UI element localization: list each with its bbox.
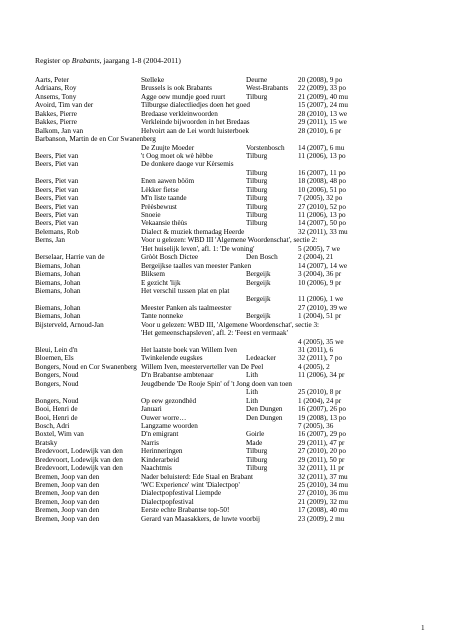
- entry-title: De Zuujte Moeder: [141, 143, 195, 152]
- entry-reference: 1 (2004), 51 pr: [298, 312, 342, 321]
- register-entry: [35, 152, 440, 160]
- register-entry: [35, 110, 440, 118]
- entry-title: Stelleke: [141, 76, 165, 84]
- entry-author: Bloemen, Els: [35, 354, 74, 363]
- register-entry: [35, 279, 440, 287]
- register-entry: [35, 439, 440, 447]
- register-entry: [35, 456, 440, 464]
- entry-author: Bremen, Joop van den: [35, 514, 100, 523]
- entry-place: Lith: [246, 396, 258, 405]
- entry-reference: 3 (2004), 36 pr: [298, 270, 342, 279]
- register-entry: [35, 405, 440, 413]
- entry-reference: 28 (2010), 6 pr: [298, 126, 342, 135]
- register-entry: [35, 363, 440, 371]
- entry-title: Dialectpopfestival Liempde: [141, 489, 222, 498]
- register-entry: [35, 236, 440, 244]
- entry-title: Gròòt Bosch Dictee: [141, 253, 199, 262]
- entry-author: Barbanson, Martin de en Cor Swanenberg: [35, 135, 156, 144]
- entry-title: Eerste echte Brabantse top-50!: [141, 506, 230, 515]
- entry-reference: 11 (2006), 34 pr: [298, 371, 345, 380]
- entry-title: Snoeie: [141, 211, 161, 219]
- entry-author: Bremen, Joop van den: [35, 472, 100, 481]
- entry-author: Beers, Piet van: [35, 177, 79, 186]
- register-entry: [35, 515, 440, 523]
- entry-reference: 10 (2006), 9 pr: [298, 278, 342, 287]
- entry-reference: 2 (2004), 21: [298, 253, 334, 262]
- entry-title: Dialectpopfestival: [141, 497, 194, 506]
- register-entry: [35, 464, 440, 472]
- register-entry: [35, 160, 440, 168]
- register-entry: [35, 388, 440, 396]
- entry-title: Verkleinde bijwoorden in het Bredaas: [141, 118, 250, 127]
- entry-reference: 16 (2007), 11 po: [298, 168, 346, 177]
- entry-title: Tilburgse dialectliedjes doen het goed: [141, 101, 250, 110]
- register-entry: [35, 211, 440, 219]
- entry-reference: 32 (2011), 11 pr: [298, 464, 345, 473]
- entry-reference: 15 (2007), 24 mu: [298, 101, 348, 110]
- entry-place: Tilburg: [246, 151, 268, 160]
- entry-title: Nader beluisterd: Ede Staal en Brabant: [141, 472, 253, 481]
- entry-title: Ouwer worre…: [141, 413, 187, 422]
- entry-reference: 20 (2008), 9 po: [298, 76, 343, 84]
- register-entry: [35, 228, 440, 236]
- entry-place: Goirle: [246, 430, 265, 439]
- register-entry: [35, 245, 440, 253]
- entry-place: Deurne: [246, 76, 268, 84]
- entry-reference: 1 (2004), 24 pr: [298, 396, 342, 405]
- entry-author: Bongers, Noud: [35, 371, 79, 380]
- entry-reference: 27 (2010), 36 mu: [298, 489, 348, 498]
- entry-place: West-Brabants: [246, 84, 289, 93]
- entry-place: Tilburg: [246, 202, 268, 211]
- entry-author: Bosch, Adri: [35, 421, 70, 430]
- register-entry: [35, 186, 440, 194]
- entry-author: Bleui, Lein d'n: [35, 346, 78, 354]
- entry-title: Langzame woorden: [141, 421, 198, 430]
- entry-author: Bakkes, Pierre: [35, 118, 77, 127]
- entry-author: Beers, Piet van: [35, 211, 79, 219]
- entry-reference: 14 (2007), 50 po: [298, 219, 346, 228]
- register-entry: [35, 253, 440, 261]
- register-entry: [35, 338, 440, 346]
- entry-reference: 29 (2011), 47 pr: [298, 438, 345, 447]
- entry-title: Bliksem: [141, 270, 165, 279]
- register-entry: [35, 481, 440, 489]
- entry-title: Gerard van Maasakkers, de luwte voorbij: [141, 514, 260, 523]
- entry-reference: 25 (2010), 34 mu: [298, 481, 348, 489]
- entry-place: Tilburg: [246, 211, 268, 219]
- entry-author: Beers, Piet van: [35, 151, 79, 160]
- entry-reference: 4 (2005), 2: [298, 362, 330, 371]
- entry-author: Bongers, Noud en Cor Swanenberg: [35, 362, 137, 371]
- entry-place: Tilburg: [246, 447, 268, 456]
- entry-title: Voor u gelezen: WBD III 'Algemene Woordenschat', sectie 2:: [141, 236, 318, 245]
- entry-reference: 22 (2009), 33 po: [298, 84, 346, 93]
- entry-author: Beers, Piet van: [35, 185, 79, 194]
- entry-title: 't Oog moet ok wè hèbbe: [141, 151, 213, 160]
- entry-reference: 27 (2010), 52 po: [298, 202, 346, 211]
- entry-author: Bongers, Noud: [35, 396, 79, 405]
- register-entry: [35, 380, 440, 388]
- entry-reference: 14 (2007), 14 we: [298, 261, 348, 270]
- entry-reference: 7 (2005), 32 po: [298, 194, 343, 203]
- entry-author: Belemans, Rob: [35, 227, 79, 236]
- entry-author: Bongers, Noud: [35, 379, 79, 388]
- entry-reference: 27 (2010), 39 we: [298, 303, 348, 312]
- entry-author: Bremen, Joop van den: [35, 497, 100, 506]
- entry-title: Jeugdbende 'De Rooje Spin' of 't Jong doen van toen: [141, 379, 293, 388]
- entry-title: 'Het gemeenschapsleven', afl. 2: 'Feest en vermaak': [141, 329, 288, 338]
- register-entry: [35, 498, 440, 506]
- register-entry: [35, 354, 440, 362]
- entry-author: Beers, Piet van: [35, 160, 79, 169]
- register-entry: [35, 169, 440, 177]
- title-prefix: Register op: [35, 56, 72, 65]
- entry-author: Biemans, Johan: [35, 270, 81, 279]
- register-entry: [35, 93, 440, 101]
- register-entry: [35, 371, 440, 379]
- entry-title: Brussels is ook Brabants: [141, 84, 212, 93]
- register-entry: [35, 312, 440, 320]
- entry-title: Vekaansie thèùs: [141, 219, 188, 228]
- page-number: 1: [421, 624, 425, 632]
- entry-place: Den Dungen: [246, 413, 283, 422]
- register-entry: [35, 219, 440, 227]
- entry-author: Adriaans, Roy: [35, 84, 77, 93]
- register-entry: [35, 194, 440, 202]
- entry-author: Beers, Piet van: [35, 202, 79, 211]
- entry-author: Aarts, Peter: [35, 76, 69, 84]
- entry-place: Tilburg: [246, 168, 268, 177]
- entry-reference: 5 (2005), 7 we: [298, 244, 340, 253]
- entry-author: Beers, Piet van: [35, 194, 79, 203]
- entry-title: 'Het huiselijk leven', afl. 1: 'De woning': [141, 244, 255, 253]
- register-entry: [35, 144, 440, 152]
- entry-reference: 4 (2005), 35 we: [298, 337, 344, 346]
- entry-place: Made: [246, 438, 263, 447]
- entry-title: Dialect & muziek themadag Heerde: [141, 227, 245, 236]
- entry-place: Bergeijk: [246, 312, 271, 321]
- entry-author: Avoird, Tim van der: [35, 101, 94, 110]
- entry-title: Het laatste boek van Willem Iven: [141, 346, 237, 354]
- entry-title: Twinkelende eugskes: [141, 354, 203, 363]
- register-entry: [35, 304, 440, 312]
- entry-reference: 32 (2011), 33 mu: [298, 227, 348, 236]
- register-entry: [35, 203, 440, 211]
- entry-title: Het verschil tussen plat en plat: [141, 286, 230, 295]
- entry-reference: 31 (2011), 6: [298, 346, 334, 354]
- entry-reference: 14 (2007), 6 mu: [298, 143, 345, 152]
- register-entry: [35, 346, 440, 354]
- register-entry: [35, 329, 440, 337]
- entry-author: Bakkes, Pierre: [35, 109, 77, 118]
- register-entry: [35, 262, 440, 270]
- entry-place: Den Bosch: [246, 253, 278, 262]
- entry-title: De donkere daoge vur Kèrsemis: [141, 160, 234, 169]
- entry-title: E gezicht 'lijk: [141, 278, 181, 287]
- entry-place: Lith: [246, 371, 258, 380]
- entry-title: Narris: [141, 438, 159, 447]
- entry-reference: 16 (2007), 29 po: [298, 430, 346, 439]
- entry-title: Op eew gezondhèd: [141, 396, 197, 405]
- entry-reference: 29 (2011), 50 pr: [298, 455, 345, 464]
- entry-author: Bijsterveld, Arnoud-Jan: [35, 320, 104, 329]
- entry-title: 'WC Experience' wint 'Dialectpop': [141, 481, 240, 489]
- register-entry: [35, 177, 440, 185]
- entry-title: Tante nonneke: [141, 312, 184, 321]
- entry-title: M'n liste taande: [141, 194, 187, 203]
- entry-author: Balkom, Jan van: [35, 126, 84, 135]
- register-entry: [35, 506, 440, 514]
- entry-author: Berselaar, Harrie van de: [35, 253, 105, 262]
- entry-place: Lith: [246, 388, 258, 397]
- journal-name: Brabants: [71, 56, 100, 65]
- entry-reference: 25 (2010), 8 pr: [298, 388, 342, 397]
- entry-place: Tilburg: [246, 92, 268, 101]
- register-entry: [35, 447, 440, 455]
- register-entry: [35, 287, 440, 295]
- entry-author: Biemans, Johan: [35, 286, 81, 295]
- entry-reference: 11 (2006), 13 po: [298, 211, 346, 219]
- entry-title: Helvoirt aan de Lei wordt luisterboek: [141, 126, 249, 135]
- entry-title: Agge oew mundje goed ruurt: [141, 92, 226, 101]
- entry-author: Bredevoort, Lodewijk van den: [35, 447, 123, 456]
- entry-place: Bergeijk: [246, 295, 271, 304]
- register-entry: [35, 270, 440, 278]
- entry-place: Tilburg: [246, 177, 268, 186]
- entry-title: Meester Panken als taalmeester: [141, 303, 232, 312]
- entry-reference: 17 (2008), 40 mu: [298, 506, 348, 515]
- entry-place: Tilburg: [246, 455, 268, 464]
- register-entry: [35, 397, 440, 405]
- entry-author: Ansems, Tony: [35, 92, 77, 101]
- entry-title: D'n emigrant: [141, 430, 179, 439]
- entry-place: Tilburg: [246, 194, 268, 203]
- entry-reference: 7 (2005), 36: [298, 421, 334, 430]
- entry-reference: 11 (2006), 1 we: [298, 295, 344, 304]
- entry-reference: 21 (2009), 40 mu: [298, 92, 348, 101]
- register-entry: [35, 118, 440, 126]
- entry-reference: 32 (2011), 7 po: [298, 354, 343, 363]
- register-entry: [35, 321, 440, 329]
- entry-title: Kinderarbeid: [141, 455, 179, 464]
- register-entry: [35, 76, 440, 84]
- entry-place: Bergeijk: [246, 278, 271, 287]
- entry-author: Boxtel, Wim van: [35, 430, 84, 439]
- entry-place: Tilburg: [246, 219, 268, 228]
- register-entry: [35, 422, 440, 430]
- entry-title: Herinneringen: [141, 447, 183, 456]
- register-entry: [35, 135, 440, 143]
- entry-author: Bremen, Joop van den: [35, 489, 100, 498]
- entry-title: Januari: [141, 405, 162, 414]
- entry-reference: 29 (2011), 15 we: [298, 118, 347, 127]
- entry-author: Biemans, Johan: [35, 303, 81, 312]
- entry-author: Beers, Piet van: [35, 219, 79, 228]
- entry-author: Booi, Henri de: [35, 405, 78, 414]
- entry-author: Biemans, Johan: [35, 278, 81, 287]
- entry-place: Ledeacker: [246, 354, 276, 363]
- register-entry: [35, 430, 440, 438]
- entry-title: Willem Iven, meesterverteller van De Peel: [141, 362, 264, 371]
- entry-author: Berns, Jan: [35, 236, 65, 245]
- entry-author: Bremen, Joop van den: [35, 481, 100, 489]
- entry-place: Bergeijk: [246, 270, 271, 279]
- entry-title: Lèkker fietse: [141, 185, 179, 194]
- entry-title: Prèèsbewust: [141, 202, 177, 211]
- entry-author: Biemans, Johan: [35, 261, 81, 270]
- entry-reference: 23 (2009), 2 mu: [298, 514, 345, 523]
- entry-title: Enen aawen bööm: [141, 177, 195, 186]
- register-entry: [35, 489, 440, 497]
- register-entry: [35, 414, 440, 422]
- register-entries: [35, 76, 440, 523]
- entry-reference: 19 (2008), 13 po: [298, 413, 346, 422]
- entry-reference: 16 (2007), 26 po: [298, 405, 346, 414]
- entry-place: Vorstenbosch: [246, 143, 285, 152]
- register-entry: [35, 84, 440, 92]
- entry-author: Bredevoort, Lodewijk van den: [35, 464, 123, 473]
- entry-title: Bergeijkse taalles van meester Panken: [141, 261, 252, 270]
- register-entry: [35, 101, 440, 109]
- entry-place: Den Dungen: [246, 405, 283, 414]
- entry-author: Booi, Henri de: [35, 413, 78, 422]
- entry-author: Bremen, Joop van den: [35, 506, 100, 515]
- entry-reference: 32 (2011), 37 mu: [298, 472, 348, 481]
- entry-author: Bratsky: [35, 438, 58, 447]
- entry-reference: 21 (2009), 32 mu: [298, 497, 348, 506]
- register-entry: [35, 127, 440, 135]
- entry-title: Voor u gelezen: WBD III, 'Algemene Woordenschat', sectie 3:: [141, 320, 320, 329]
- register-title: [35, 56, 181, 65]
- entry-title: Bredaase verkleinwoorden: [141, 109, 218, 118]
- entry-reference: 27 (2010), 20 po: [298, 447, 346, 456]
- entry-author: Bredevoort, Lodewijk van den: [35, 455, 123, 464]
- entry-author: Biemans, Johan: [35, 312, 81, 321]
- register-entry: [35, 473, 440, 481]
- register-entry: [35, 295, 440, 303]
- entry-place: Tilburg: [246, 185, 268, 194]
- entry-reference: 18 (2008), 48 po: [298, 177, 346, 186]
- entry-reference: 10 (2006), 51 po: [298, 185, 346, 194]
- entry-title: D'n Brabantse ambtenaar: [141, 371, 214, 380]
- title-suffix: , jaargang 1-8 (2004-2011): [99, 56, 181, 65]
- entry-place: Tilburg: [246, 464, 268, 473]
- entry-title: Naachtmis: [141, 464, 172, 473]
- entry-reference: 11 (2006), 13 po: [298, 151, 346, 160]
- entry-reference: 28 (2010), 13 we: [298, 109, 348, 118]
